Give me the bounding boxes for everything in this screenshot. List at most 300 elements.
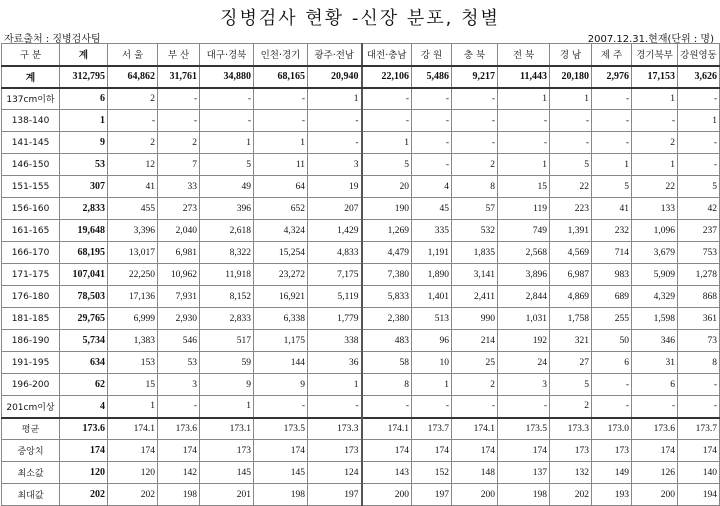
data-cell: 173.3 (308, 418, 362, 440)
data-cell: - (412, 132, 452, 154)
total-cell: 5,734 (60, 330, 108, 352)
data-cell: 148 (452, 462, 498, 484)
data-cell: 173.1 (200, 418, 254, 440)
data-cell: 1,401 (412, 286, 452, 308)
data-cell: 173 (308, 440, 362, 462)
row-label: 최소값 (2, 462, 60, 484)
data-cell: 36 (308, 352, 362, 374)
data-cell: 194 (678, 484, 720, 506)
data-cell: 2 (452, 154, 498, 176)
data-cell: 20,940 (308, 66, 362, 88)
data-cell: 120 (108, 462, 158, 484)
data-cell: 2,833 (200, 308, 254, 330)
data-cell: 190 (362, 198, 412, 220)
data-cell: - (678, 88, 720, 110)
data-cell: 140 (678, 462, 720, 484)
table-row (2, 286, 720, 308)
data-cell: 652 (254, 198, 308, 220)
data-cell: - (362, 110, 412, 132)
data-cell: 483 (362, 330, 412, 352)
data-cell: 33 (158, 176, 200, 198)
data-cell: 237 (678, 220, 720, 242)
data-cell: - (632, 110, 678, 132)
data-cell: - (158, 110, 200, 132)
data-cell: - (452, 132, 498, 154)
total-cell: 29,765 (60, 308, 108, 330)
data-cell: 346 (632, 330, 678, 352)
data-cell: 174.1 (108, 418, 158, 440)
data-cell: 193 (592, 484, 632, 506)
data-cell: 2,976 (592, 66, 632, 88)
column-header: 전 북 (498, 44, 550, 66)
data-cell: 133 (632, 198, 678, 220)
data-cell: 6,981 (158, 242, 200, 264)
data-cell: - (550, 110, 592, 132)
table-row (2, 462, 720, 484)
total-cell: 202 (60, 484, 108, 506)
data-cell: 513 (412, 308, 452, 330)
data-cell: 3,141 (452, 264, 498, 286)
data-cell: 20 (362, 176, 412, 198)
data-cell: 2 (452, 374, 498, 396)
column-header: 강 원 (412, 44, 452, 66)
column-header: 서 울 (108, 44, 158, 66)
data-cell: - (108, 110, 158, 132)
row-label: 156-160 (2, 198, 60, 220)
data-cell: 9 (254, 374, 308, 396)
data-cell: 2,040 (158, 220, 200, 242)
data-cell: 223 (550, 198, 592, 220)
data-cell: - (550, 132, 592, 154)
data-cell: 174 (412, 440, 452, 462)
table-row (2, 308, 720, 330)
total-cell: 2,833 (60, 198, 108, 220)
table-row (2, 330, 720, 352)
data-cell: 23,272 (254, 264, 308, 286)
data-cell: 200 (362, 484, 412, 506)
data-cell: 173.6 (158, 418, 200, 440)
column-header: 인천·경기 (254, 44, 308, 66)
data-cell: 1,269 (362, 220, 412, 242)
data-cell: 232 (592, 220, 632, 242)
data-cell: 10 (412, 352, 452, 374)
row-label: 151-155 (2, 176, 60, 198)
data-cell: 145 (200, 462, 254, 484)
height-distribution-table (1, 43, 720, 506)
data-cell: 174.1 (362, 418, 412, 440)
data-cell: 4,869 (550, 286, 592, 308)
data-cell: - (362, 88, 412, 110)
data-cell: 153 (108, 352, 158, 374)
data-cell: 338 (308, 330, 362, 352)
row-label: 146-150 (2, 154, 60, 176)
data-cell: 1 (108, 396, 158, 418)
data-cell: - (498, 396, 550, 418)
data-cell: 200 (452, 484, 498, 506)
page-title: 징병검사 현황 -신장 분포, 청별 (220, 8, 500, 29)
data-cell: 214 (452, 330, 498, 352)
table-row (2, 440, 720, 462)
data-cell: - (678, 154, 720, 176)
table-row (2, 264, 720, 286)
data-cell: 41 (592, 198, 632, 220)
data-cell: 1,278 (678, 264, 720, 286)
row-label: 171-175 (2, 264, 60, 286)
total-cell: 174 (60, 440, 108, 462)
data-cell: 10,962 (158, 264, 200, 286)
data-cell: 2 (108, 132, 158, 154)
data-cell: 2 (550, 396, 592, 418)
total-cell: 120 (60, 462, 108, 484)
data-cell: 22,250 (108, 264, 158, 286)
table-row (2, 242, 720, 264)
data-cell: 119 (498, 198, 550, 220)
data-cell: 22 (632, 176, 678, 198)
data-cell: 6,338 (254, 308, 308, 330)
data-cell: 2,568 (498, 242, 550, 264)
header-category: 구 분 (2, 44, 60, 66)
data-cell: 73 (678, 330, 720, 352)
row-label: 201cm이상 (2, 396, 60, 418)
data-cell: 753 (678, 242, 720, 264)
data-cell: 1 (362, 132, 412, 154)
data-cell: 5 (550, 374, 592, 396)
column-header: 대전·충남 (362, 44, 412, 66)
total-cell: 6 (60, 88, 108, 110)
data-cell: 455 (108, 198, 158, 220)
data-cell: 2,411 (452, 286, 498, 308)
data-cell: - (362, 396, 412, 418)
data-cell: 198 (498, 484, 550, 506)
data-cell: 42 (678, 198, 720, 220)
data-cell: 1 (200, 132, 254, 154)
data-cell: 64 (254, 176, 308, 198)
data-cell: 1,598 (632, 308, 678, 330)
data-cell: - (592, 110, 632, 132)
data-cell: 1,383 (108, 330, 158, 352)
data-cell: 7,380 (362, 264, 412, 286)
data-cell: 1,429 (308, 220, 362, 242)
data-cell: 174 (452, 440, 498, 462)
data-cell: 255 (592, 308, 632, 330)
data-cell: 96 (412, 330, 452, 352)
total-cell: 307 (60, 176, 108, 198)
total-cell: 173.6 (60, 418, 108, 440)
data-cell: 1,096 (632, 220, 678, 242)
data-cell: 8 (362, 374, 412, 396)
data-cell: 8 (452, 176, 498, 198)
data-cell: 1 (632, 88, 678, 110)
table-row (2, 198, 720, 220)
data-cell: - (254, 110, 308, 132)
data-cell: 1,391 (550, 220, 592, 242)
data-cell: 5,833 (362, 286, 412, 308)
table-row (2, 132, 720, 154)
row-label: 196-200 (2, 374, 60, 396)
row-label: 191-195 (2, 352, 60, 374)
data-cell: 361 (678, 308, 720, 330)
data-cell: 31,761 (158, 66, 200, 88)
data-cell: 517 (200, 330, 254, 352)
data-cell: - (412, 396, 452, 418)
data-cell: 198 (254, 484, 308, 506)
column-header: 경 남 (550, 44, 592, 66)
data-cell: 59 (200, 352, 254, 374)
data-cell: - (412, 88, 452, 110)
data-cell: 53 (158, 352, 200, 374)
data-cell: 174 (158, 440, 200, 462)
table-row (2, 352, 720, 374)
as-of-note: 2007.12.31.현재(단위 : 명) (587, 34, 714, 45)
data-cell: 19 (308, 176, 362, 198)
data-cell: 2,380 (362, 308, 412, 330)
data-cell: 22 (550, 176, 592, 198)
data-cell: 335 (412, 220, 452, 242)
data-cell: 41 (108, 176, 158, 198)
data-cell: - (308, 132, 362, 154)
data-cell: 27 (550, 352, 592, 374)
data-cell: 173 (550, 440, 592, 462)
data-cell: 11,918 (200, 264, 254, 286)
data-cell: 1 (592, 154, 632, 176)
data-cell: 1,758 (550, 308, 592, 330)
data-cell: 173.5 (254, 418, 308, 440)
row-label: 141-145 (2, 132, 60, 154)
data-cell: 4,479 (362, 242, 412, 264)
data-cell: - (592, 132, 632, 154)
table-row (2, 220, 720, 242)
data-cell: 17,136 (108, 286, 158, 308)
data-cell: 5 (592, 176, 632, 198)
total-cell: 634 (60, 352, 108, 374)
data-cell: 3 (498, 374, 550, 396)
data-cell: - (452, 396, 498, 418)
data-cell: 2 (632, 132, 678, 154)
data-cell: 11,443 (498, 66, 550, 88)
data-cell: 1,779 (308, 308, 362, 330)
total-cell: 4 (60, 396, 108, 418)
row-label: 181-185 (2, 308, 60, 330)
data-cell: 689 (592, 286, 632, 308)
data-cell: - (452, 88, 498, 110)
data-cell: 2,618 (200, 220, 254, 242)
header-row (2, 44, 720, 66)
column-header: 광주·전남 (308, 44, 362, 66)
data-cell: 57 (452, 198, 498, 220)
data-cell: 50 (592, 330, 632, 352)
data-cell: 9 (200, 374, 254, 396)
data-cell: 4,329 (632, 286, 678, 308)
data-cell: 12 (108, 154, 158, 176)
data-cell: 9,217 (452, 66, 498, 88)
table-row (2, 484, 720, 506)
data-cell: 197 (412, 484, 452, 506)
data-cell: 22,106 (362, 66, 412, 88)
source-note: 자료출처 : 징병검사팀 (4, 34, 101, 45)
data-cell: 5 (550, 154, 592, 176)
data-cell: 31 (632, 352, 678, 374)
data-cell: 144 (254, 352, 308, 374)
total-cell: 312,795 (60, 66, 108, 88)
data-cell: 6,999 (108, 308, 158, 330)
data-cell: 198 (158, 484, 200, 506)
data-cell: 126 (632, 462, 678, 484)
data-cell: 20,180 (550, 66, 592, 88)
data-cell: 1 (632, 154, 678, 176)
data-cell: 3,396 (108, 220, 158, 242)
data-cell: 983 (592, 264, 632, 286)
data-cell: 11 (254, 154, 308, 176)
data-cell: 5,909 (632, 264, 678, 286)
data-cell: - (592, 88, 632, 110)
data-cell: 149 (592, 462, 632, 484)
column-header: 계 (60, 44, 108, 66)
total-cell: 107,041 (60, 264, 108, 286)
data-cell: 173.3 (550, 418, 592, 440)
data-cell: 396 (200, 198, 254, 220)
column-header: 강원영동 (678, 44, 720, 66)
data-cell: 8,322 (200, 242, 254, 264)
data-cell: - (308, 110, 362, 132)
data-cell: 201 (200, 484, 254, 506)
data-cell: 5 (200, 154, 254, 176)
data-cell: - (158, 88, 200, 110)
data-cell: 173 (592, 440, 632, 462)
data-cell: 137 (498, 462, 550, 484)
data-cell: 1 (550, 88, 592, 110)
data-cell: - (498, 110, 550, 132)
data-cell: 200 (632, 484, 678, 506)
data-cell: 321 (550, 330, 592, 352)
data-cell: 7 (158, 154, 200, 176)
data-cell: 3 (308, 154, 362, 176)
data-cell: 173.7 (678, 418, 720, 440)
total-cell: 62 (60, 374, 108, 396)
data-cell: 1,175 (254, 330, 308, 352)
data-cell: 1,031 (498, 308, 550, 330)
data-cell: 8,152 (200, 286, 254, 308)
data-cell: - (200, 88, 254, 110)
data-cell: 34,880 (200, 66, 254, 88)
table-row (2, 418, 720, 440)
data-cell: 13,017 (108, 242, 158, 264)
table-row (2, 88, 720, 110)
total-cell: 78,503 (60, 286, 108, 308)
data-cell: 174 (678, 440, 720, 462)
data-cell: 5,486 (412, 66, 452, 88)
table-row (2, 66, 720, 88)
data-cell: 49 (200, 176, 254, 198)
data-cell: 546 (158, 330, 200, 352)
data-cell: 749 (498, 220, 550, 242)
data-cell: 5,119 (308, 286, 362, 308)
data-cell: 197 (308, 484, 362, 506)
data-cell: 15 (498, 176, 550, 198)
data-cell: 1 (200, 396, 254, 418)
data-cell: - (254, 396, 308, 418)
row-label: 평균 (2, 418, 60, 440)
data-cell: 868 (678, 286, 720, 308)
data-cell: 64,862 (108, 66, 158, 88)
row-label: 176-180 (2, 286, 60, 308)
data-cell: - (592, 396, 632, 418)
data-cell: - (254, 88, 308, 110)
data-cell: 714 (592, 242, 632, 264)
data-cell: 174 (632, 440, 678, 462)
table-row (2, 154, 720, 176)
column-header: 부 산 (158, 44, 200, 66)
data-cell: - (452, 110, 498, 132)
data-cell: 1 (498, 88, 550, 110)
data-cell: 1 (412, 374, 452, 396)
data-cell: 173 (200, 440, 254, 462)
data-cell: 2 (108, 88, 158, 110)
data-cell: 6,987 (550, 264, 592, 286)
data-cell: 1,890 (412, 264, 452, 286)
data-cell: 174 (498, 440, 550, 462)
data-cell: 45 (412, 198, 452, 220)
data-cell: 173.5 (498, 418, 550, 440)
data-cell: 174 (108, 440, 158, 462)
data-cell: 5 (362, 154, 412, 176)
row-label: 186-190 (2, 330, 60, 352)
total-cell: 1 (60, 110, 108, 132)
data-cell: - (678, 374, 720, 396)
data-cell: 192 (498, 330, 550, 352)
data-cell: 152 (412, 462, 452, 484)
table-row (2, 176, 720, 198)
data-cell: 207 (308, 198, 362, 220)
data-cell: 15 (108, 374, 158, 396)
data-cell: 2,930 (158, 308, 200, 330)
total-cell: 53 (60, 154, 108, 176)
data-cell: 3,626 (678, 66, 720, 88)
data-cell: 202 (108, 484, 158, 506)
data-cell: 1,835 (452, 242, 498, 264)
total-cell: 68,195 (60, 242, 108, 264)
data-cell: 6 (632, 374, 678, 396)
row-label: 138-140 (2, 110, 60, 132)
row-label: 161-165 (2, 220, 60, 242)
data-cell: 1,191 (412, 242, 452, 264)
data-cell: 17,153 (632, 66, 678, 88)
data-cell: 1 (308, 374, 362, 396)
total-cell: 19,648 (60, 220, 108, 242)
column-header: 충 북 (452, 44, 498, 66)
data-cell: - (158, 396, 200, 418)
column-header: 대구·경북 (200, 44, 254, 66)
data-cell: 5 (678, 176, 720, 198)
data-cell: 1 (678, 110, 720, 132)
data-cell: - (678, 396, 720, 418)
data-cell: 6 (592, 352, 632, 374)
data-cell: 532 (452, 220, 498, 242)
data-cell: - (412, 110, 452, 132)
row-label: 중앙치 (2, 440, 60, 462)
data-cell: 7,931 (158, 286, 200, 308)
data-cell: 173.0 (592, 418, 632, 440)
data-cell: 174 (254, 440, 308, 462)
data-cell: 8 (678, 352, 720, 374)
data-cell: - (200, 110, 254, 132)
data-cell: 4,324 (254, 220, 308, 242)
data-cell: 1 (498, 154, 550, 176)
data-cell: 202 (550, 484, 592, 506)
row-label: 최대값 (2, 484, 60, 506)
row-label: 166-170 (2, 242, 60, 264)
data-cell: 174.1 (452, 418, 498, 440)
column-header: 경기북부 (632, 44, 678, 66)
